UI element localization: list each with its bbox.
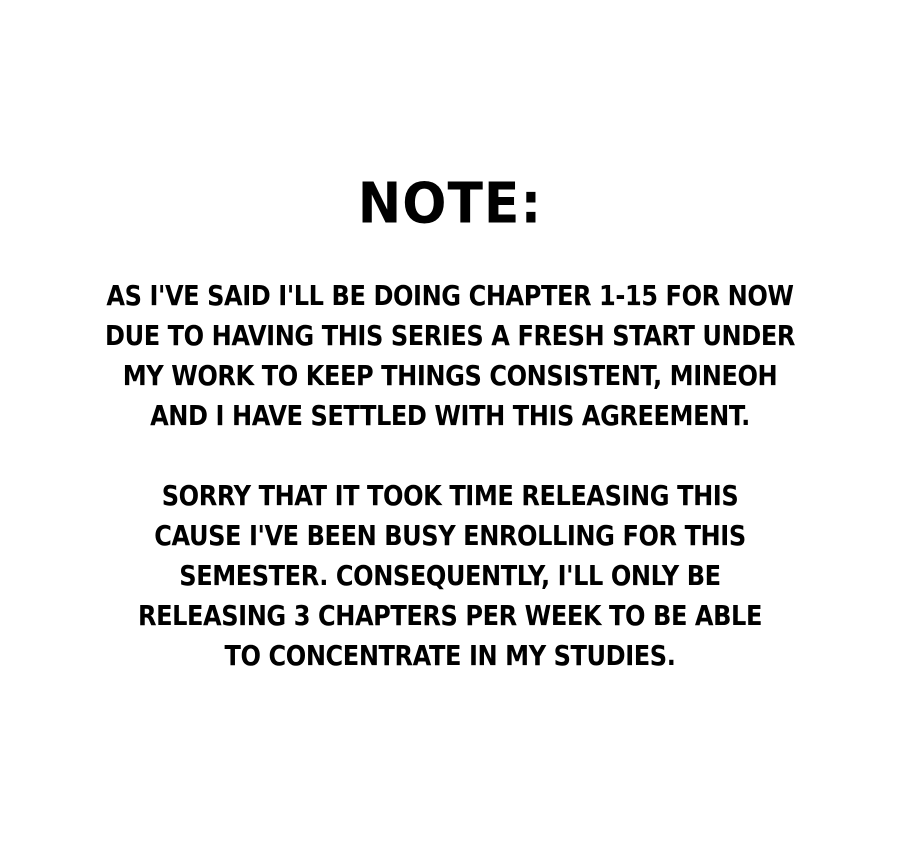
text-line: SEMESTER. CONSEQUENTLY, I'LL ONLY BE: [179, 559, 721, 592]
text-line: SORRY THAT IT TOOK TIME RELEASING THIS: [161, 479, 739, 512]
text-line: DUE TO HAVING THIS SERIES A FRESH START UNDER: [105, 319, 795, 352]
text-line: AS I'VE SAID I'LL BE DOING CHAPTER 1-15 FOR NOW: [106, 279, 794, 312]
paragraph-release-schedule: [0, 476, 900, 676]
text-line: RELEASING 3 CHAPTERS PER WEEK TO BE ABLE: [137, 599, 762, 632]
text-line: CAUSE I'VE BEEN BUSY ENROLLING FOR THIS: [154, 519, 746, 552]
note-title: NOTE:: [357, 171, 543, 237]
text-line: AND I HAVE SETTLED WITH THIS AGREEMENT.: [150, 399, 750, 432]
text-line: MY WORK TO KEEP THINGS CONSISTENT, MINEOH: [122, 359, 778, 392]
text-line: TO CONCENTRATE IN MY STUDIES.: [224, 639, 676, 672]
paragraph-chapter-plan: [0, 276, 900, 436]
